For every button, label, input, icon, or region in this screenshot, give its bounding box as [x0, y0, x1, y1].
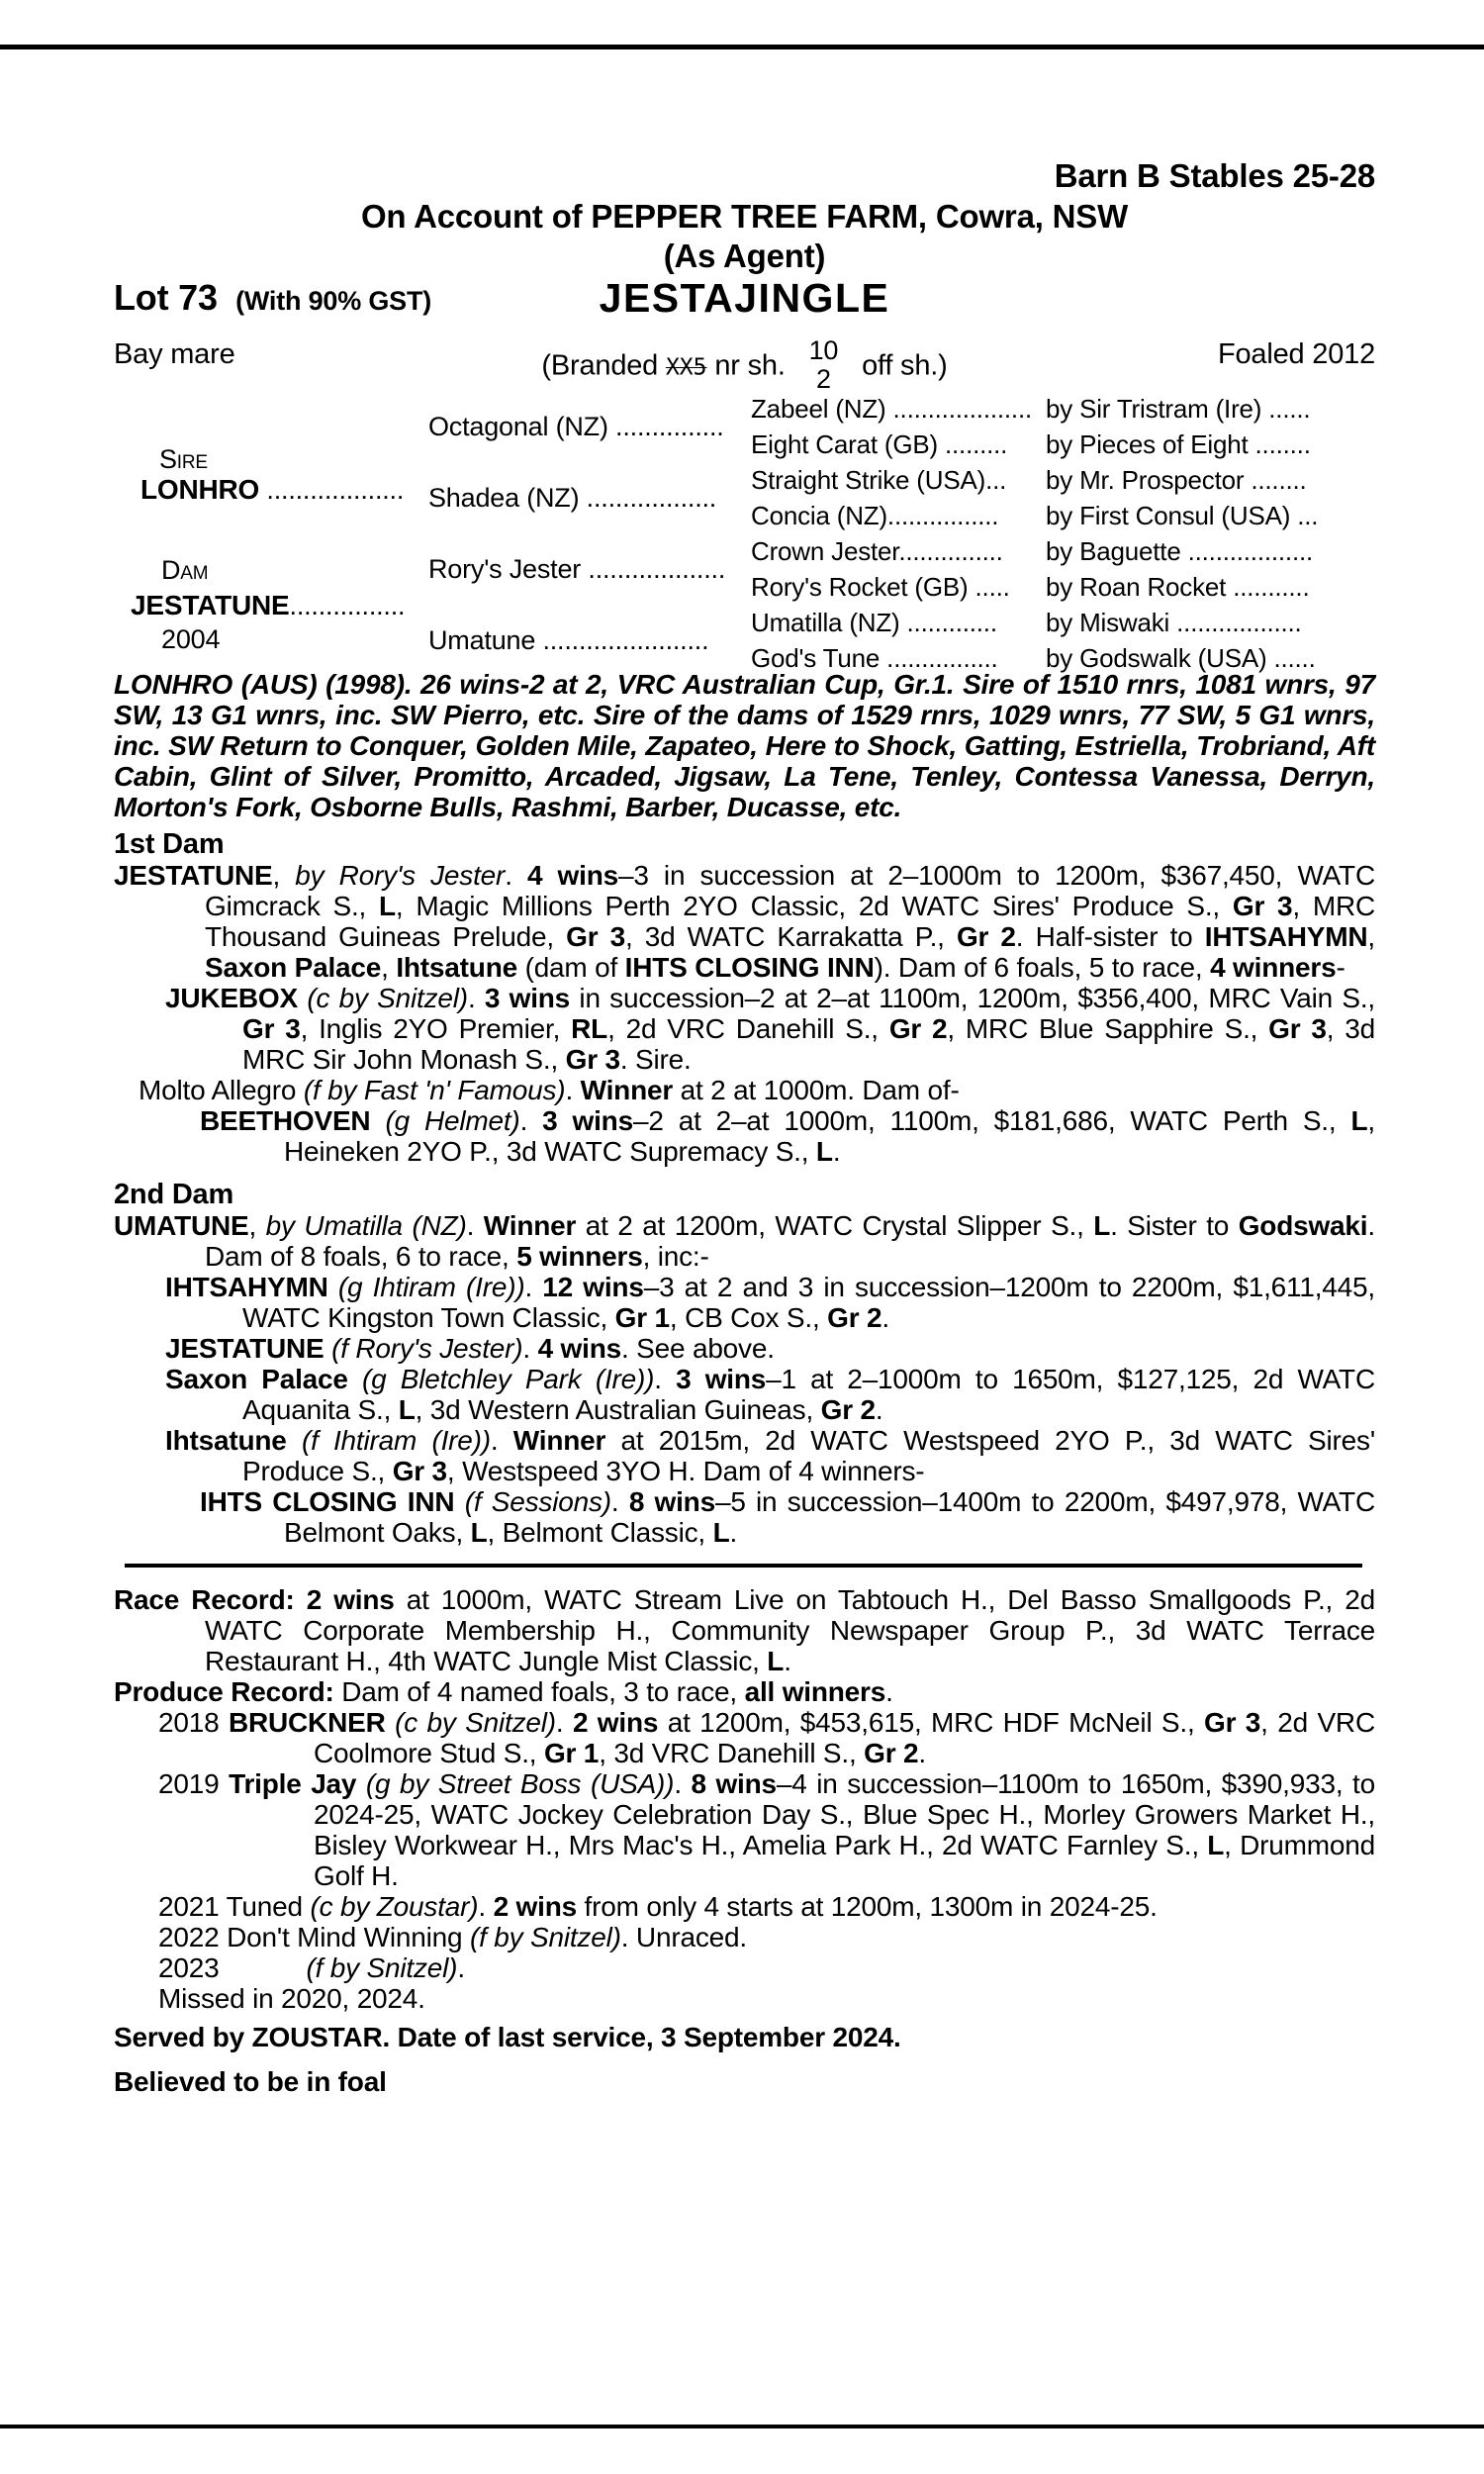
first-dam-heading: 1st Dam [114, 828, 225, 860]
gp-by-2: by Pieces of Eight ........ [1046, 429, 1311, 459]
produce-2019: 2019 Triple Jay (g by Street Boss (USA)). 8 wins–4 in succession–1100m to 1650m, $390,933, to 2024-25, WATC Jockey Celebration Day S., Blue Spec H., Morley Growers Market H., Bisley Workwear H., Mrs Mac's H., Amelia Park H., 2d WATC Farnley S., L, Drummond Golf H. [158, 1768, 1375, 1891]
progeny-saxon-palace: Saxon Palace (g Bletchley Park (Ire)). 3 wins–1 at 2–1000m to 1650m, $127,125, 2d WATC Aquanita S., L, 3d Western Australian Guineas, Gr 2. [165, 1364, 1375, 1425]
foaled-year: Foaled 2012 [1217, 338, 1375, 370]
gp-name-7: Umatilla (NZ) ............. [751, 608, 997, 637]
produce-missed: Missed in 2020, 2024. [158, 1983, 425, 2014]
gst-note: (With 90% GST) [235, 286, 432, 316]
dam-name: JESTATUNE................ [131, 590, 406, 620]
pedigree-damdam: Umatune ....................... [428, 625, 709, 655]
brand-number-bottom: 2 [815, 364, 831, 394]
gp-by-5: by Baguette .................. [1046, 536, 1314, 566]
dam-foal-year: 2004 [161, 624, 221, 654]
dam-label: Dam [161, 555, 209, 585]
produce-2023: 2023 (f by Snitzel). [158, 1952, 465, 1983]
gp-by-7: by Miswaki .................. [1046, 608, 1302, 637]
near-shoulder-label: nr sh. [714, 349, 786, 382]
barn-stables-line: Barn B Stables 25-28 [1054, 157, 1375, 194]
race-record: Race Record: 2 wins at 1000m, WATC Stream Live on Tabtouch H., Del Basso Smallgoods P., 2d WATC Corporate Membership H., Community Newspaper Group P., 3d WATC Terrace Restaurant H., 4th WATC Jungle Mist Classic, L. [114, 1584, 1375, 1676]
gp-by-6: by Roan Rocket ........... [1046, 572, 1310, 602]
branded-prefix: (Branded [541, 349, 659, 382]
bottom-border-rule [0, 2425, 1484, 2428]
second-dam-entry: UMATUNE, by Umatilla (NZ). Winner at 2 at 1200m, WATC Crystal Slipper S., L. Sister to Godswaki. Dam of 8 foals, 6 to race, 5 winners, inc:- [114, 1210, 1375, 1272]
produce-2022: 2022 Don't Mind Winning (f by Snitzel). Unraced. [158, 1922, 747, 1952]
progeny-beethoven: BEETHOVEN (g Helmet). 3 wins–2 at 2–at 1000m, 1100m, $181,686, WATC Perth S., L, Heineken 2YO P., 3d WATC Supremacy S., L. [200, 1105, 1375, 1167]
off-shoulder-label: off sh.) [862, 349, 948, 382]
vendor-account-line: On Account of PEPPER TREE FARM, Cowra, NSW [360, 198, 1129, 235]
served-by-line: Served by ZOUSTAR. Date of last service, 3 September 2024. [114, 2022, 901, 2052]
top-border-rule [0, 45, 1484, 49]
lot-number: Lot 73 [114, 277, 218, 318]
brand-number-top: 10 [808, 335, 839, 365]
gp-by-4: by First Consul (USA) ... [1046, 501, 1319, 530]
gp-name-2: Eight Carat (GB) ......... [751, 429, 1008, 459]
pedigree-damsire: Rory's Jester ................... [428, 554, 726, 584]
pedigree-table [114, 389, 1375, 678]
gp-name-3: Straight Strike (USA)... [751, 465, 1007, 495]
gp-by-8: by Godswalk (USA) ...... [1046, 643, 1316, 673]
lot-title-row [114, 277, 1375, 331]
sire-name: LONHRO ................... [140, 474, 405, 505]
as-agent-line: (As Agent) [663, 238, 826, 274]
brand-description [541, 335, 948, 396]
gp-by-1: by Sir Tristram (Ire) ...... [1046, 394, 1311, 424]
gp-by-3: by Mr. Prospector ........ [1046, 465, 1307, 495]
produce-2018: 2018 BRUCKNER (c by Snitzel). 2 wins at 1200m, $453,615, MRC HDF McNeil S., Gr 3, 2d VRC Coolmore Stud S., Gr 1, 3d VRC Danehill S., Gr 2. [158, 1707, 1375, 1768]
second-dam-heading: 2nd Dam [114, 1179, 234, 1210]
gp-name-8: God's Tune ................ [751, 643, 998, 673]
sire-label: Sire [159, 444, 208, 474]
progeny-ihts-closing-inn: IHTS CLOSING INN (f Sessions). 8 wins–5 in succession–1400m to 2200m, $497,978, WATC Belmont Oaks, L, Belmont Classic, L. [200, 1486, 1375, 1548]
brand-number-fraction [809, 336, 839, 394]
gp-name-1: Zabeel (NZ) .................... [751, 394, 1032, 424]
progeny-ihtsatune: Ihtsatune (f Ihtiram (Ire)). Winner at 2015m, 2d WATC Westspeed 2YO P., 3d WATC Sires' Produce S., Gr 3, Westspeed 3YO H. Dam of 4 winners- [165, 1425, 1375, 1486]
colour-sex: Bay mare [114, 338, 235, 370]
gp-name-6: Rory's Rocket (GB) ..... [751, 572, 1010, 602]
believed-in-foal-line: Believed to be in foal [114, 2066, 387, 2097]
gp-name-4: Concia (NZ)................ [751, 501, 999, 530]
horse-name: JESTAJINGLE [599, 275, 890, 321]
first-dam-entry: JESTATUNE, by Rory's Jester. 4 wins–3 in succession at 2–1000m to 1200m, $367,450, WATC Gimcrack S., L, Magic Millions Perth 2YO Classic, 2d WATC Sires' Produce S., Gr 3, MRC Thousand Guineas Prelude, Gr 3, 3d WATC Karrakatta P., Gr 2. Half-sister to IHTSAHYMN, Saxon Palace, Ihtsatune (dam of IHTS CLOSING INN). Dam of 6 foals, 5 to race, 4 winners- [114, 860, 1375, 983]
sire-summary: LONHRO (AUS) (1998). 26 wins-2 at 2, VRC Australian Cup, Gr.1. Sire of 1510 rnrs, 1081 wnrs, 97 SW, 13 G1 wnrs, inc. SW Pierro, etc. Sire of the dams of 1529 rnrs, 1029 wnrs, 77 SW, 5 G1 wnrs, inc. SW Return to Conquer, Golden Mile, Zapateo, Here to Shock, Gatting, Estriella, Trobriand, Aft Cabin, Glint of Silver, Promitto, Arcaded, Jigsaw, La Tene, Tenley, Contessa Vanessa, Derryn, Morton's Fork, Osborne Bulls, Rashmi, Barber, Ducasse, etc. [114, 669, 1375, 822]
gp-name-5: Crown Jester............... [751, 536, 1003, 566]
race-record-separator-rule [125, 1564, 1362, 1568]
produce-2021: 2021 Tuned (c by Zoustar). 2 wins from only 4 starts at 1200m, 1300m in 2024-25. [158, 1891, 1158, 1922]
produce-record-heading: Produce Record: Dam of 4 named foals, 3 to race, all winners. [114, 1676, 893, 1707]
progeny-ihtsahymn: IHTSAHYMN (g Ihtiram (Ire)). 12 wins–3 at 2 and 3 in succession–1200m to 2200m, $1,611,445, WATC Kingston Town Classic, Gr 1, CB Cox S., Gr 2. [165, 1272, 1375, 1333]
progeny-jestatune: JESTATUNE (f Rory's Jester). 4 wins. See above. [165, 1333, 775, 1364]
progeny-molto-allegro: Molto Allegro (f by Fast 'n' Famous). Winner at 2 at 1000m. Dam of- [139, 1075, 960, 1105]
catalogue-body [114, 669, 1375, 2097]
pedigree-grandsire: Octagonal (NZ) ............... [428, 412, 724, 441]
lot-number-block [114, 277, 431, 319]
progeny-jukebox: JUKEBOX (c by Snitzel). 3 wins in succession–2 at 2–at 1100m, 1200m, $356,400, MRC Vain S., Gr 3, Inglis 2YO Premier, RL, 2d VRC Danehill S., Gr 2, MRC Blue Sapphire S., Gr 3, 3d MRC Sir John Monash S., Gr 3. Sire. [165, 983, 1376, 1075]
pedigree-granddam: Shadea (NZ) .................. [428, 483, 717, 513]
brand-mark: XX5 [665, 354, 707, 381]
